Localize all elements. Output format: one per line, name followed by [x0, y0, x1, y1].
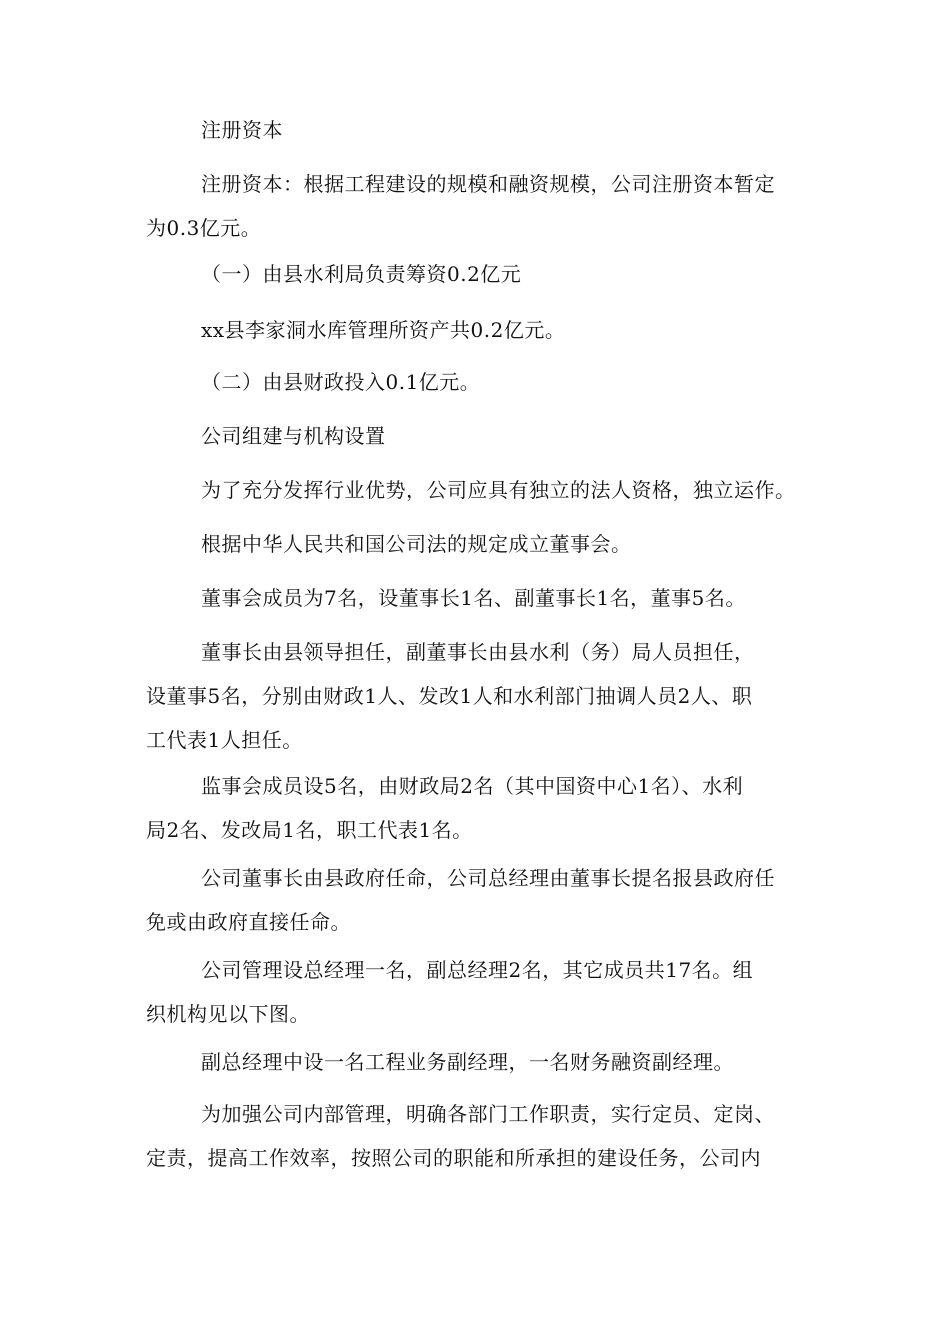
- paragraph-line: 为0.3亿元。: [146, 216, 262, 240]
- paragraph-line: xx县李家洞水库管理所资产共0.2亿元。: [201, 318, 566, 342]
- paragraph-line: 公司组建与机构设置: [201, 424, 386, 448]
- paragraph-board-establishment: [146, 522, 816, 566]
- paragraph-board-members: [146, 576, 816, 620]
- paragraph-line: 董事会成员为7名，设董事长1名、副董事长1名，董事5名。: [201, 586, 746, 610]
- paragraph-line: 公司董事长由县政府任命，公司总经理由董事长提名报县政府任: [201, 866, 775, 890]
- paragraph-line: 设董事5名，分别由财政1人、发改1人和水利部门抽调人员2人、职: [146, 684, 753, 708]
- paragraph-internal-management: [146, 1092, 816, 1180]
- paragraph-funding-1: [146, 252, 816, 296]
- paragraph-line: 公司管理设总经理一名，副总经理2名，其它成员共17名。组: [201, 958, 754, 982]
- paragraph-management: [146, 948, 816, 1036]
- paragraph-line: 为加强公司内部管理，明确各部门工作职责，实行定员、定岗、: [201, 1102, 775, 1126]
- paragraph-line: 定责，提高工作效率，按照公司的职能和所承担的建设任务，公司内: [146, 1146, 761, 1170]
- paragraph-supervisors: [146, 764, 816, 852]
- paragraph-chairman: [146, 630, 816, 762]
- paragraph-reservoir-assets: [146, 308, 816, 352]
- paragraph-line: 监事会成员设5名，由财政局2名（其中国资中心1名）、水利: [201, 774, 744, 798]
- paragraph-line: 为了充分发挥行业优势，公司应具有独立的法人资格，独立运作。: [201, 478, 796, 502]
- paragraph-line: 局2名、发改局1名，职工代表1名。: [146, 818, 473, 842]
- paragraph-line: （一）由县水利局负责筹资0.2亿元: [201, 262, 522, 286]
- paragraph-line: 织机构见以下图。: [146, 1002, 310, 1026]
- paragraph-line: 注册资本：根据工程建设的规模和融资规模，公司注册资本暂定: [201, 172, 775, 196]
- paragraph-legal-entity: [146, 468, 816, 512]
- paragraph-line: （二）由县财政投入0.1亿元。: [201, 370, 481, 394]
- paragraph-line: 注册资本: [201, 118, 283, 142]
- paragraph-deputy-managers: [146, 1040, 816, 1084]
- section-heading-company-structure: [146, 414, 816, 458]
- paragraph-line: 董事长由县领导担任，副董事长由县水利（务）局人员担任，: [201, 640, 755, 664]
- paragraph-registered-capital: [146, 162, 816, 250]
- section-heading-registered-capital: [146, 108, 816, 152]
- paragraph-funding-2: [146, 360, 816, 404]
- paragraph-line: 免或由政府直接任命。: [146, 910, 351, 934]
- paragraph-appointment: [146, 856, 816, 944]
- paragraph-line: 工代表1人担任。: [146, 728, 303, 752]
- paragraph-line: 根据中华人民共和国公司法的规定成立董事会。: [201, 532, 632, 556]
- paragraph-line: 副总经理中设一名工程业务副经理，一名财务融资副经理。: [201, 1050, 734, 1074]
